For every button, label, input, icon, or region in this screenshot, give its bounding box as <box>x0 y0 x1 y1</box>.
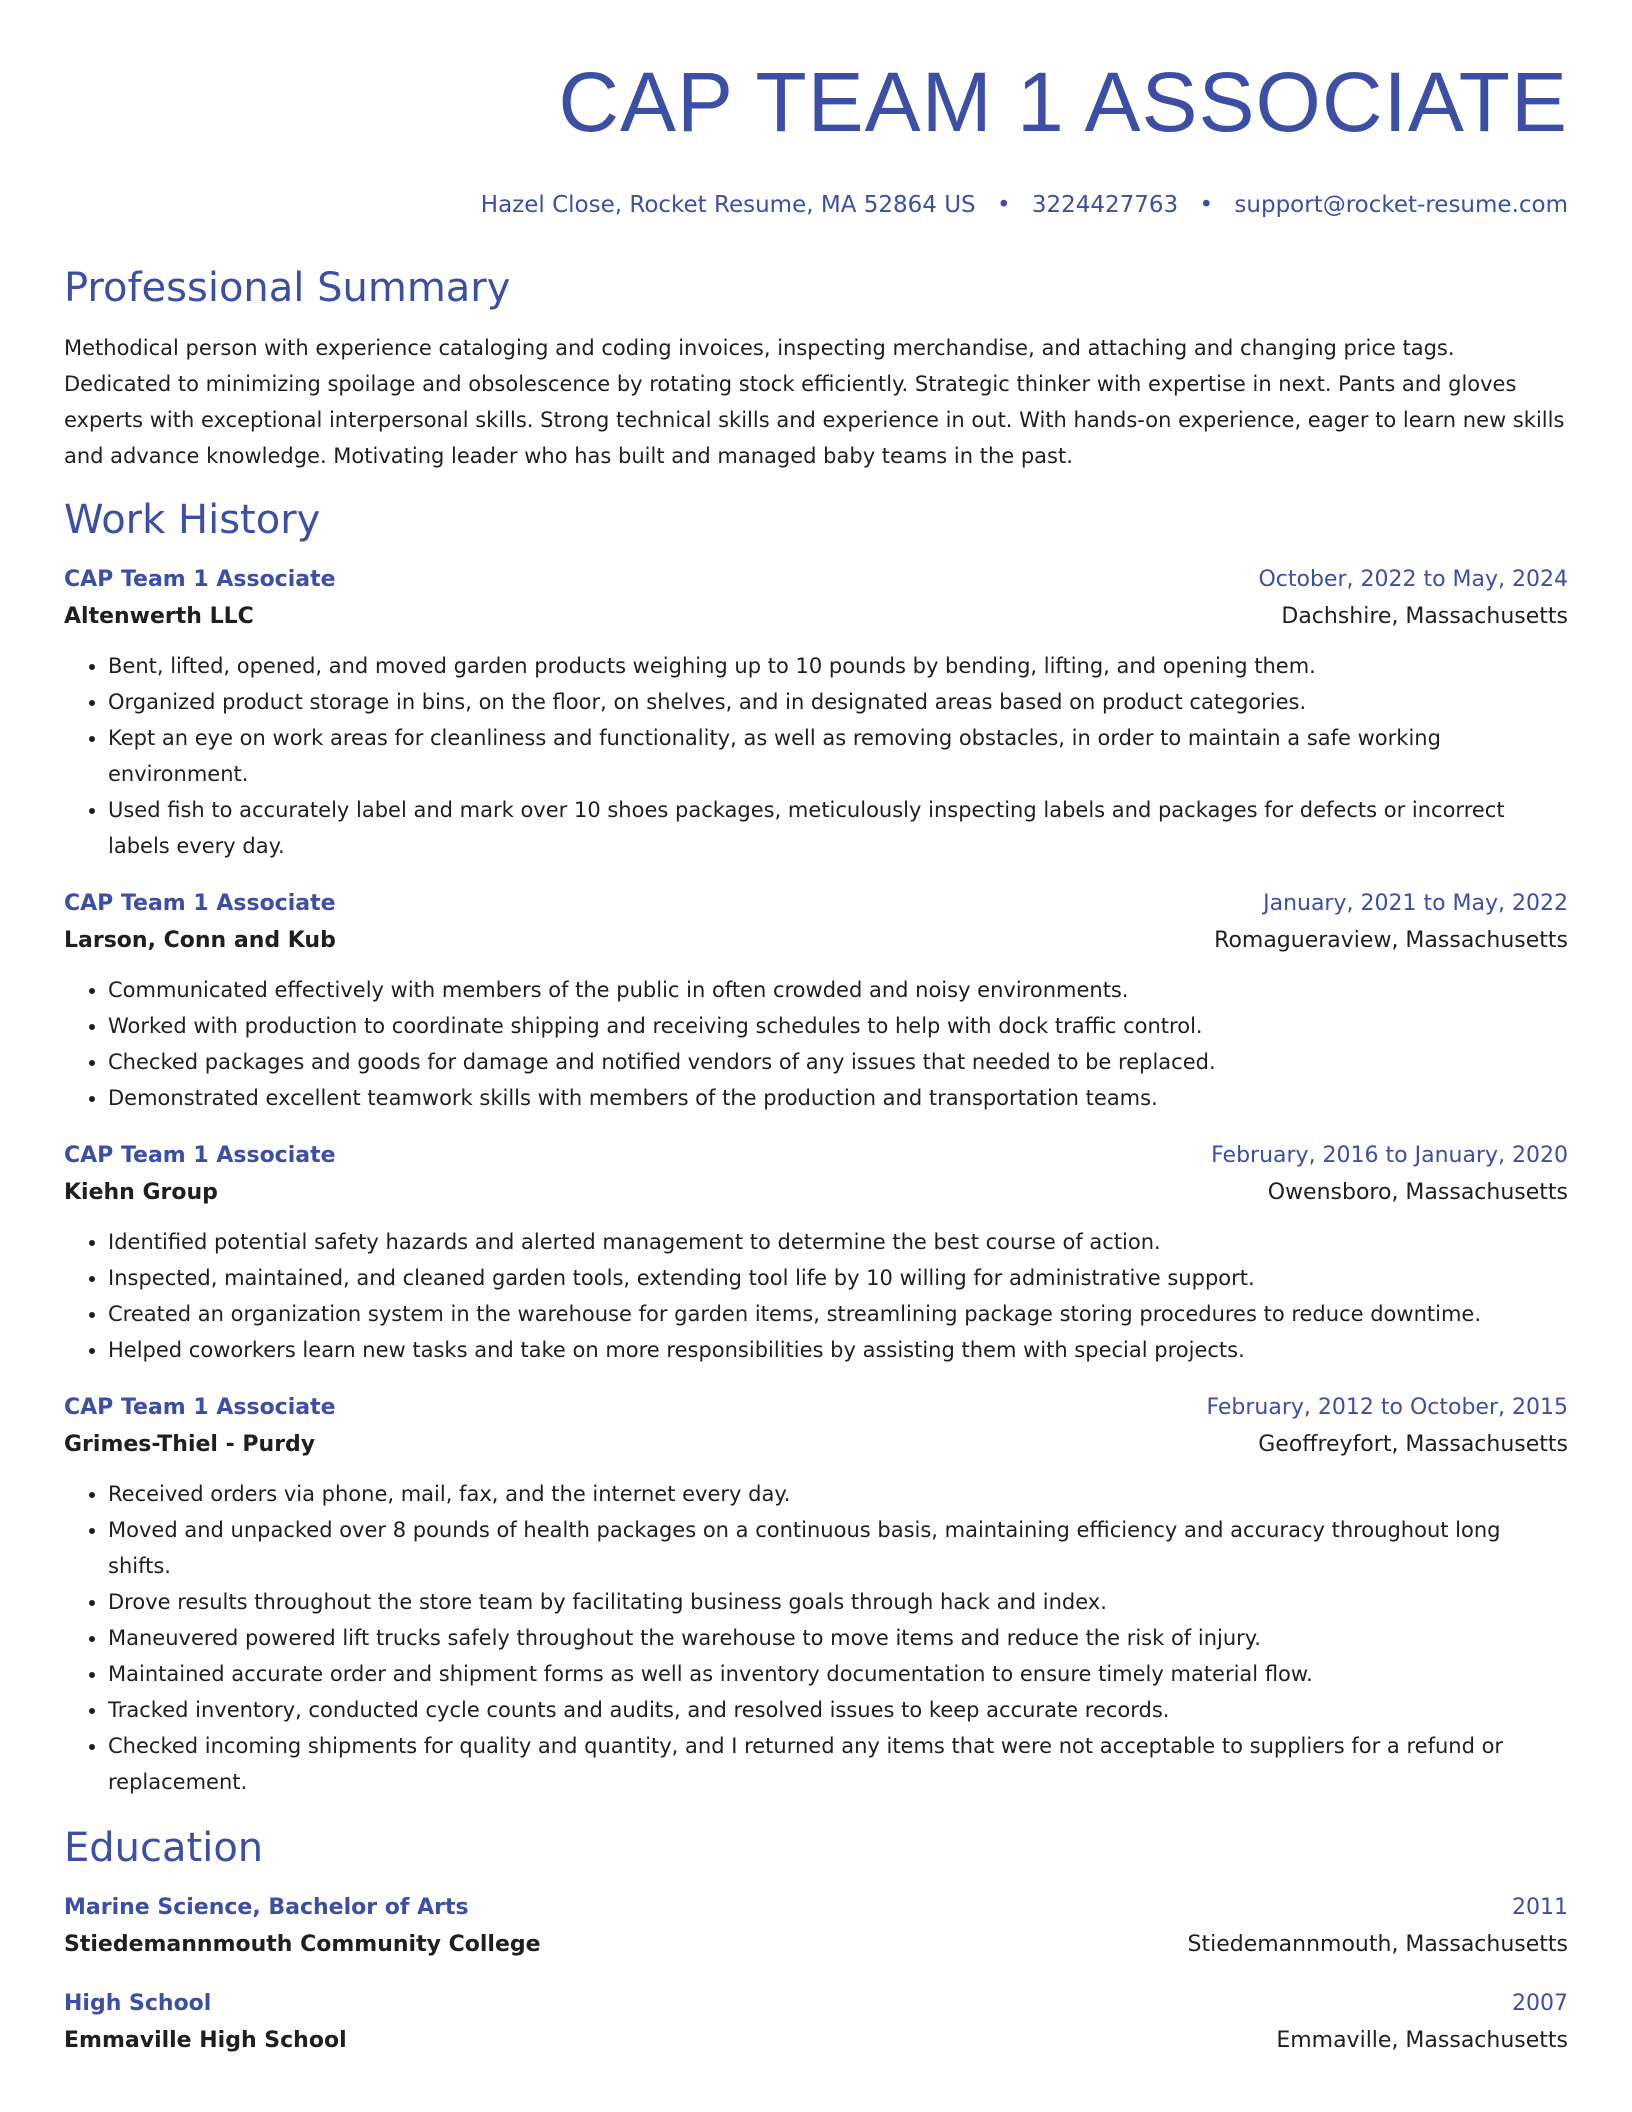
phone: 3224427763 <box>1031 192 1179 218</box>
job-dates: January, 2021 to May, 2022 <box>1263 891 1568 916</box>
bullet-item: • Worked with production to coordinate shipping and receiving schedules to help with dock traffic control. <box>108 1008 1568 1044</box>
contact-line <box>64 190 1568 220</box>
job-entry <box>64 1390 1568 1800</box>
address: Hazel Close, Rocket Resume, MA 52864 US <box>480 192 976 218</box>
school-location: Stiedemannmouth, Massachusetts <box>1187 1932 1568 1957</box>
job-location: Dachshire, Massachusetts <box>1281 604 1568 629</box>
bullet-item: • Maintained accurate order and shipment forms as well as inventory documentation to ensure timely material flow. <box>108 1656 1568 1692</box>
bullet-item: • Communicated effectively with members of the public in often crowded and noisy environments. <box>108 972 1568 1008</box>
job-dates: February, 2012 to October, 2015 <box>1206 1395 1568 1420</box>
job-title: CAP Team 1 Associate <box>64 891 336 916</box>
candidate-name: CAP TEAM 1 ASSOCIATE <box>558 55 1568 149</box>
job-location: Geoffreyfort, Massachusetts <box>1258 1432 1568 1457</box>
bullet-item: • Checked packages and goods for damage and notified vendors of any issues that needed to be replaced. <box>108 1044 1568 1080</box>
school-name: Emmaville High School <box>64 2028 347 2053</box>
bullet-item: • Tracked inventory, conducted cycle counts and audits, and resolved issues to keep accurate records. <box>108 1692 1568 1728</box>
email-link[interactable]: support@rocket-resume.com <box>1234 192 1568 218</box>
degree: Marine Science, Bachelor of Arts <box>64 1895 469 1920</box>
bullet-item: • Used fish to accurately label and mark over 10 shoes packages, meticulously inspecting labels and packages for defects or incorrect labels every day. <box>108 792 1568 864</box>
company-name: Larson, Conn and Kub <box>64 928 336 953</box>
job-entry <box>64 1138 1568 1368</box>
bullet-item: • Drove results throughout the store team by facilitating business goals through hack and index. <box>108 1584 1568 1620</box>
bullet-item: • Identified potential safety hazards and alerted management to determine the best course of action. <box>108 1224 1568 1260</box>
bullet-item: • Maneuvered powered lift trucks safely throughout the warehouse to move items and reduce the risk of injury. <box>108 1620 1568 1656</box>
bullet-item: • Checked incoming shipments for quality and quantity, and I returned any items that were not acceptable to suppliers for a refund or replacement. <box>108 1728 1568 1800</box>
separator: • <box>1199 192 1214 218</box>
bullet-item: • Created an organization system in the warehouse for garden items, streamlining package storing procedures to reduce downtime. <box>108 1296 1568 1332</box>
company-name: Kiehn Group <box>64 1180 218 1205</box>
bullet-item: • Bent, lifted, opened, and moved garden products weighing up to 10 pounds by bending, lifting, and opening them. <box>108 648 1568 684</box>
job-location: Owensboro, Massachusetts <box>1267 1180 1568 1205</box>
job-dates: February, 2016 to January, 2020 <box>1211 1143 1568 1168</box>
separator: • <box>996 192 1011 218</box>
bullet-item: • Demonstrated excellent teamwork skills with members of the production and transportation teams. <box>108 1080 1568 1116</box>
school-name: Stiedemannmouth Community College <box>64 1932 541 1957</box>
education-entry <box>64 1890 1568 1964</box>
job-dates: October, 2022 to May, 2024 <box>1258 567 1568 592</box>
job-entry <box>64 886 1568 1116</box>
job-bullets <box>64 1476 1568 1800</box>
job-title: CAP Team 1 Associate <box>64 1143 336 1168</box>
graduation-year: 2007 <box>1512 1991 1568 2016</box>
job-bullets <box>64 648 1568 864</box>
bullet-item: • Moved and unpacked over 8 pounds of health packages on a continuous basis, maintaining efficiency and accuracy throughout long shifts. <box>108 1512 1568 1584</box>
work-history-heading: Work History <box>64 497 321 543</box>
job-location: Romagueraview, Massachusetts <box>1214 928 1568 953</box>
bullet-item: • Kept an eye on work areas for cleanliness and functionality, as well as removing obstacles, in order to maintain a safe working environment. <box>108 720 1568 792</box>
company-name: Altenwerth LLC <box>64 604 254 629</box>
bullet-item: • Helped coworkers learn new tasks and take on more responsibilities by assisting them with special projects. <box>108 1332 1568 1368</box>
resume-header <box>64 52 1568 220</box>
education-heading: Education <box>64 1825 264 1871</box>
resume-content <box>64 262 1568 2082</box>
school-location: Emmaville, Massachusetts <box>1276 2028 1568 2053</box>
bullet-item: • Inspected, maintained, and cleaned garden tools, extending tool life by 10 willing for administrative support. <box>108 1260 1568 1296</box>
job-title: CAP Team 1 Associate <box>64 1395 336 1420</box>
company-name: Grimes-Thiel - Purdy <box>64 1432 316 1457</box>
summary-heading: Professional Summary <box>64 265 511 311</box>
education-entry <box>64 1986 1568 2060</box>
bullet-item: • Received orders via phone, mail, fax, and the internet every day. <box>108 1476 1568 1512</box>
summary-text: Methodical person with experience cataloging and coding invoices, inspecting merchandise, and attaching and changing price tags. Dedicated to minimizing spoilage and obsolescence by rotating stock efficiently. Strategic thinker with expertise in next. Pants and gloves experts with exceptional interpersonal skills. Strong technical skills and experience in out. With hands-on experience, eager to learn new skills and advance knowledge. Motivating leader who has built and managed baby teams in the past. <box>64 336 1565 468</box>
job-bullets <box>64 1224 1568 1368</box>
job-entry <box>64 562 1568 864</box>
graduation-year: 2011 <box>1512 1895 1568 1920</box>
job-title: CAP Team 1 Associate <box>64 567 336 592</box>
job-bullets <box>64 972 1568 1116</box>
bullet-item: • Organized product storage in bins, on the floor, on shelves, and in designated areas based on product categories. <box>108 684 1568 720</box>
degree: High School <box>64 1991 212 2016</box>
